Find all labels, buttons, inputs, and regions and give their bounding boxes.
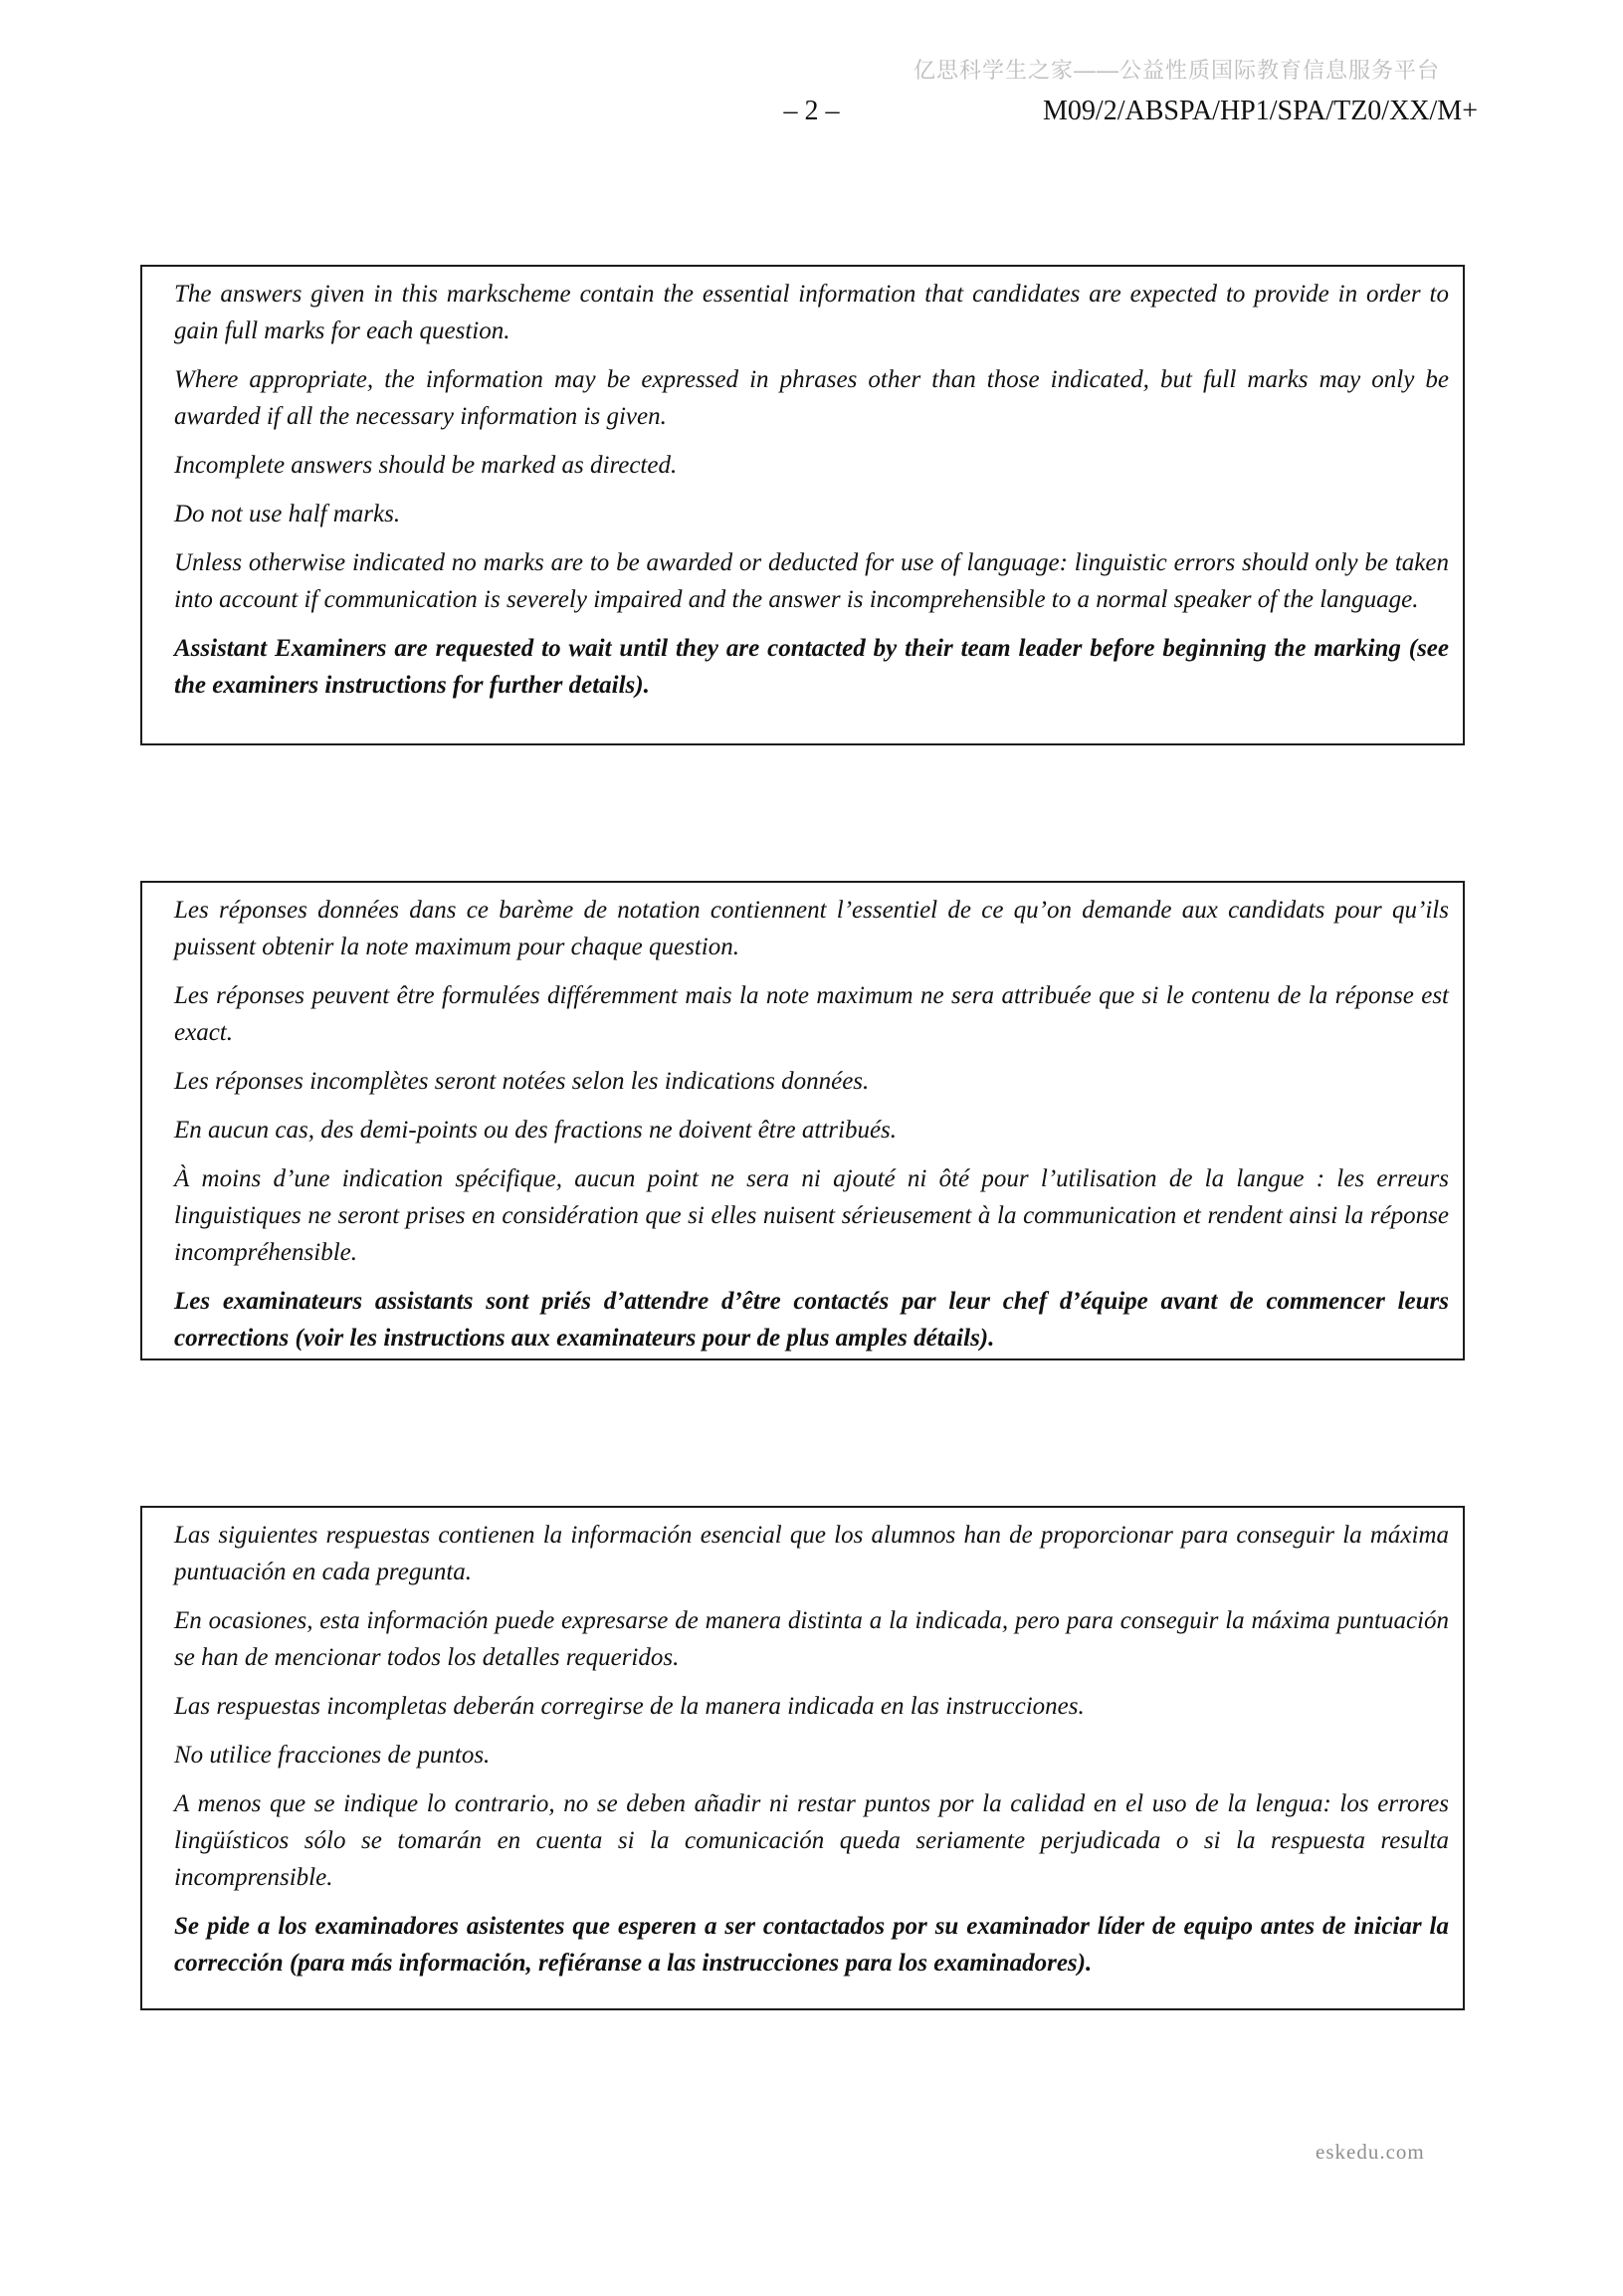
english-paragraph: The answers given in this markscheme contain the essential information that candidates are expected to provide in order to gain full marks for each question. (174, 281, 1449, 344)
spanish-paragraph: No utilice fracciones de puntos. (174, 1742, 491, 1769)
english-paragraph: Do not use half marks. (174, 501, 401, 527)
french-bold-notice: Les examinateurs assistants sont priés d’attendre d’être contactés par leur chef d’équipe avant de commencer leurs corrections (voir les instructions aux examinateurs pour de plus amples détails). (174, 1288, 1449, 1352)
spanish-paragraph: A menos que se indique lo contrario, no se deben añadir ni restar puntos por la calidad en el uso de la lengua: los errores lingüísticos sólo se tomarán en cuenta si la comunicación queda seriamente perjudicada o si la respuesta resulta incomprensible. (174, 1790, 1449, 1891)
exam-code: M09/2/ABSPA/HP1/SPA/TZ0/XX/M+ (1043, 96, 1478, 126)
footer-site-label: eskedu.com (1316, 2140, 1425, 2164)
spanish-paragraph: Las respuestas incompletas deberán corregirse de la manera indicada en las instrucciones. (174, 1693, 1085, 1720)
spanish-paragraph: En ocasiones, esta información puede expresarse de manera distinta a la indicada, pero para conseguir la máxima puntuación se han de mencionar todos los detalles requeridos. (174, 1607, 1449, 1671)
english-instructions-box (140, 265, 1465, 745)
english-paragraph: Where appropriate, the information may be expressed in phrases other than those indicated, but full marks may only be awarded if all the necessary information is given. (174, 366, 1449, 430)
french-paragraph: Les réponses incomplètes seront notées selon les indications données. (174, 1068, 870, 1095)
spanish-bold-notice: Se pide a los examinadores asistentes que esperen a ser contactados por su examinador líder de equipo antes de iniciar la corrección (para más información, refiéranse a las instrucciones para los examinadores). (174, 1913, 1449, 1977)
french-paragraph: Les réponses peuvent être formulées différemment mais la note maximum ne sera attribuée que si le contenu de la réponse est exact. (174, 982, 1449, 1046)
spanish-instructions-box (140, 1506, 1465, 2010)
english-bold-notice: Assistant Examiners are requested to wait until they are contacted by their team leader before beginning the marking (see the examiners instructions for further details). (174, 635, 1449, 699)
spanish-paragraph: Las siguientes respuestas contienen la información esencial que los alumnos han de proporcionar para conseguir la máxima puntuación en cada pregunta. (174, 1522, 1449, 1585)
english-paragraph: Incomplete answers should be marked as directed. (174, 452, 678, 479)
french-instructions-box (140, 881, 1465, 1360)
english-paragraph: Unless otherwise indicated no marks are to be awarded or deducted for use of language: linguistic errors should only be taken into account if communication is severely impaired and the answer is incomprehensible to a normal speaker of the language. (174, 549, 1449, 613)
chinese-watermark: 亿思科学生之家——公益性质国际教育信息服务平台 (913, 58, 1441, 83)
page-number: – 2 – (783, 96, 840, 126)
french-paragraph: En aucun cas, des demi-points ou des fractions ne doivent être attribués. (174, 1117, 898, 1144)
french-paragraph: À moins d’une indication spécifique, aucun point ne sera ni ajouté ni ôté pour l’utilisation de la langue : les erreurs linguistiques ne seront prises en considération que si elles nuisent sérieusement à la communication et rendent ainsi la réponse incompréhensible. (174, 1165, 1449, 1266)
french-paragraph: Les réponses données dans ce barème de notation contiennent l’essentiel de ce qu’on demande aux candidats pour qu’ils puissent obtenir la note maximum pour chaque question. (174, 897, 1449, 960)
